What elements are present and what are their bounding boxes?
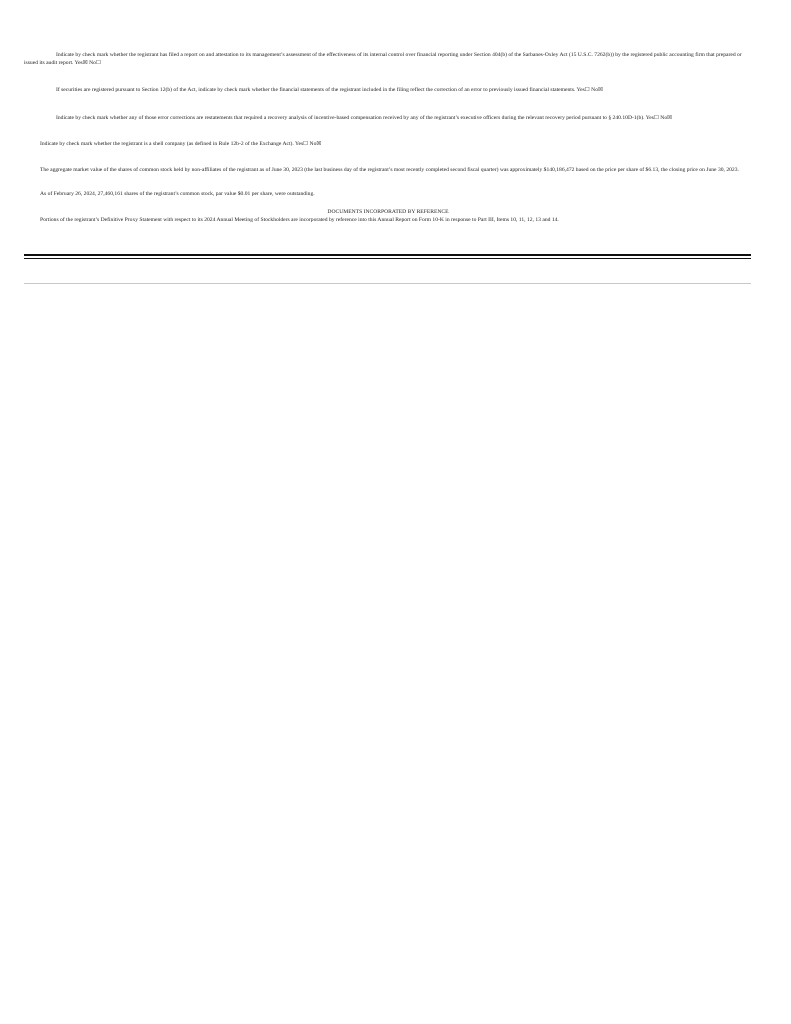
icfr-attestation-paragraph: Indicate by check mark whether the registrant has filed a report on and attestation to its management’s assessment of the effectiveness of its internal control over financial reporting under Section 404(b) of the Sarbanes-Oxley Act (15 U.S.C. 7262(b)) by the registered public accounting firm that prepared or issued its audit report. Yes☒ No☐ [24,52,742,66]
error-correction-paragraph: If securities are registered pursuant to Section 12(b) of the Act, indicate by check mark whether the financial statements of the registrant included in the filing reflect the correction of an error to previously issued financial statements. Yes☐ No☒ [56,87,604,94]
recovery-analysis-paragraph: Indicate by check mark whether any of those error corrections are restatements that required a recovery analysis of incentive-based compensation received by any of the registrant’s executive officers during the relevant recovery period pursuant to § 240.10D-1(b). Yes☐ No☒ [56,115,673,122]
document-body [24,52,752,225]
section-divider-thick [24,254,751,256]
section-divider-thin [24,258,751,259]
shares-outstanding-paragraph: As of February 26, 2024, 27,460,161 shares of the registrant’s common stock, par value $0.01 per share, were outstanding. [40,191,315,198]
incorporated-by-reference-text: Portions of the registrant’s Definitive Proxy Statement with respect to its 2024 Annual Meeting of Stockholders are incorporated by reference into this Annual Report on Form 10-K in response to Part III, Items 10, 11, 12, 13 and 14. [40,216,559,223]
market-value-paragraph: The aggregate market value of the shares of common stock held by non-affiliates of the registrant as of June 30, 2023 (the last business day of the registrant’s most recently completed second fiscal quarter) was approximately $140,186,472 based on the price per share of $6.13, the closing price on June 30, 2023. [40,166,739,173]
incorporated-by-reference-heading: DOCUMENTS INCORPORATED BY REFERENCE [327,208,449,215]
page-break-line [24,283,751,284]
shell-company-paragraph: Indicate by check mark whether the registrant is a shell company (as defined in Rule 12b-2 of the Exchange Act). Yes☐ No☒ [40,140,322,147]
